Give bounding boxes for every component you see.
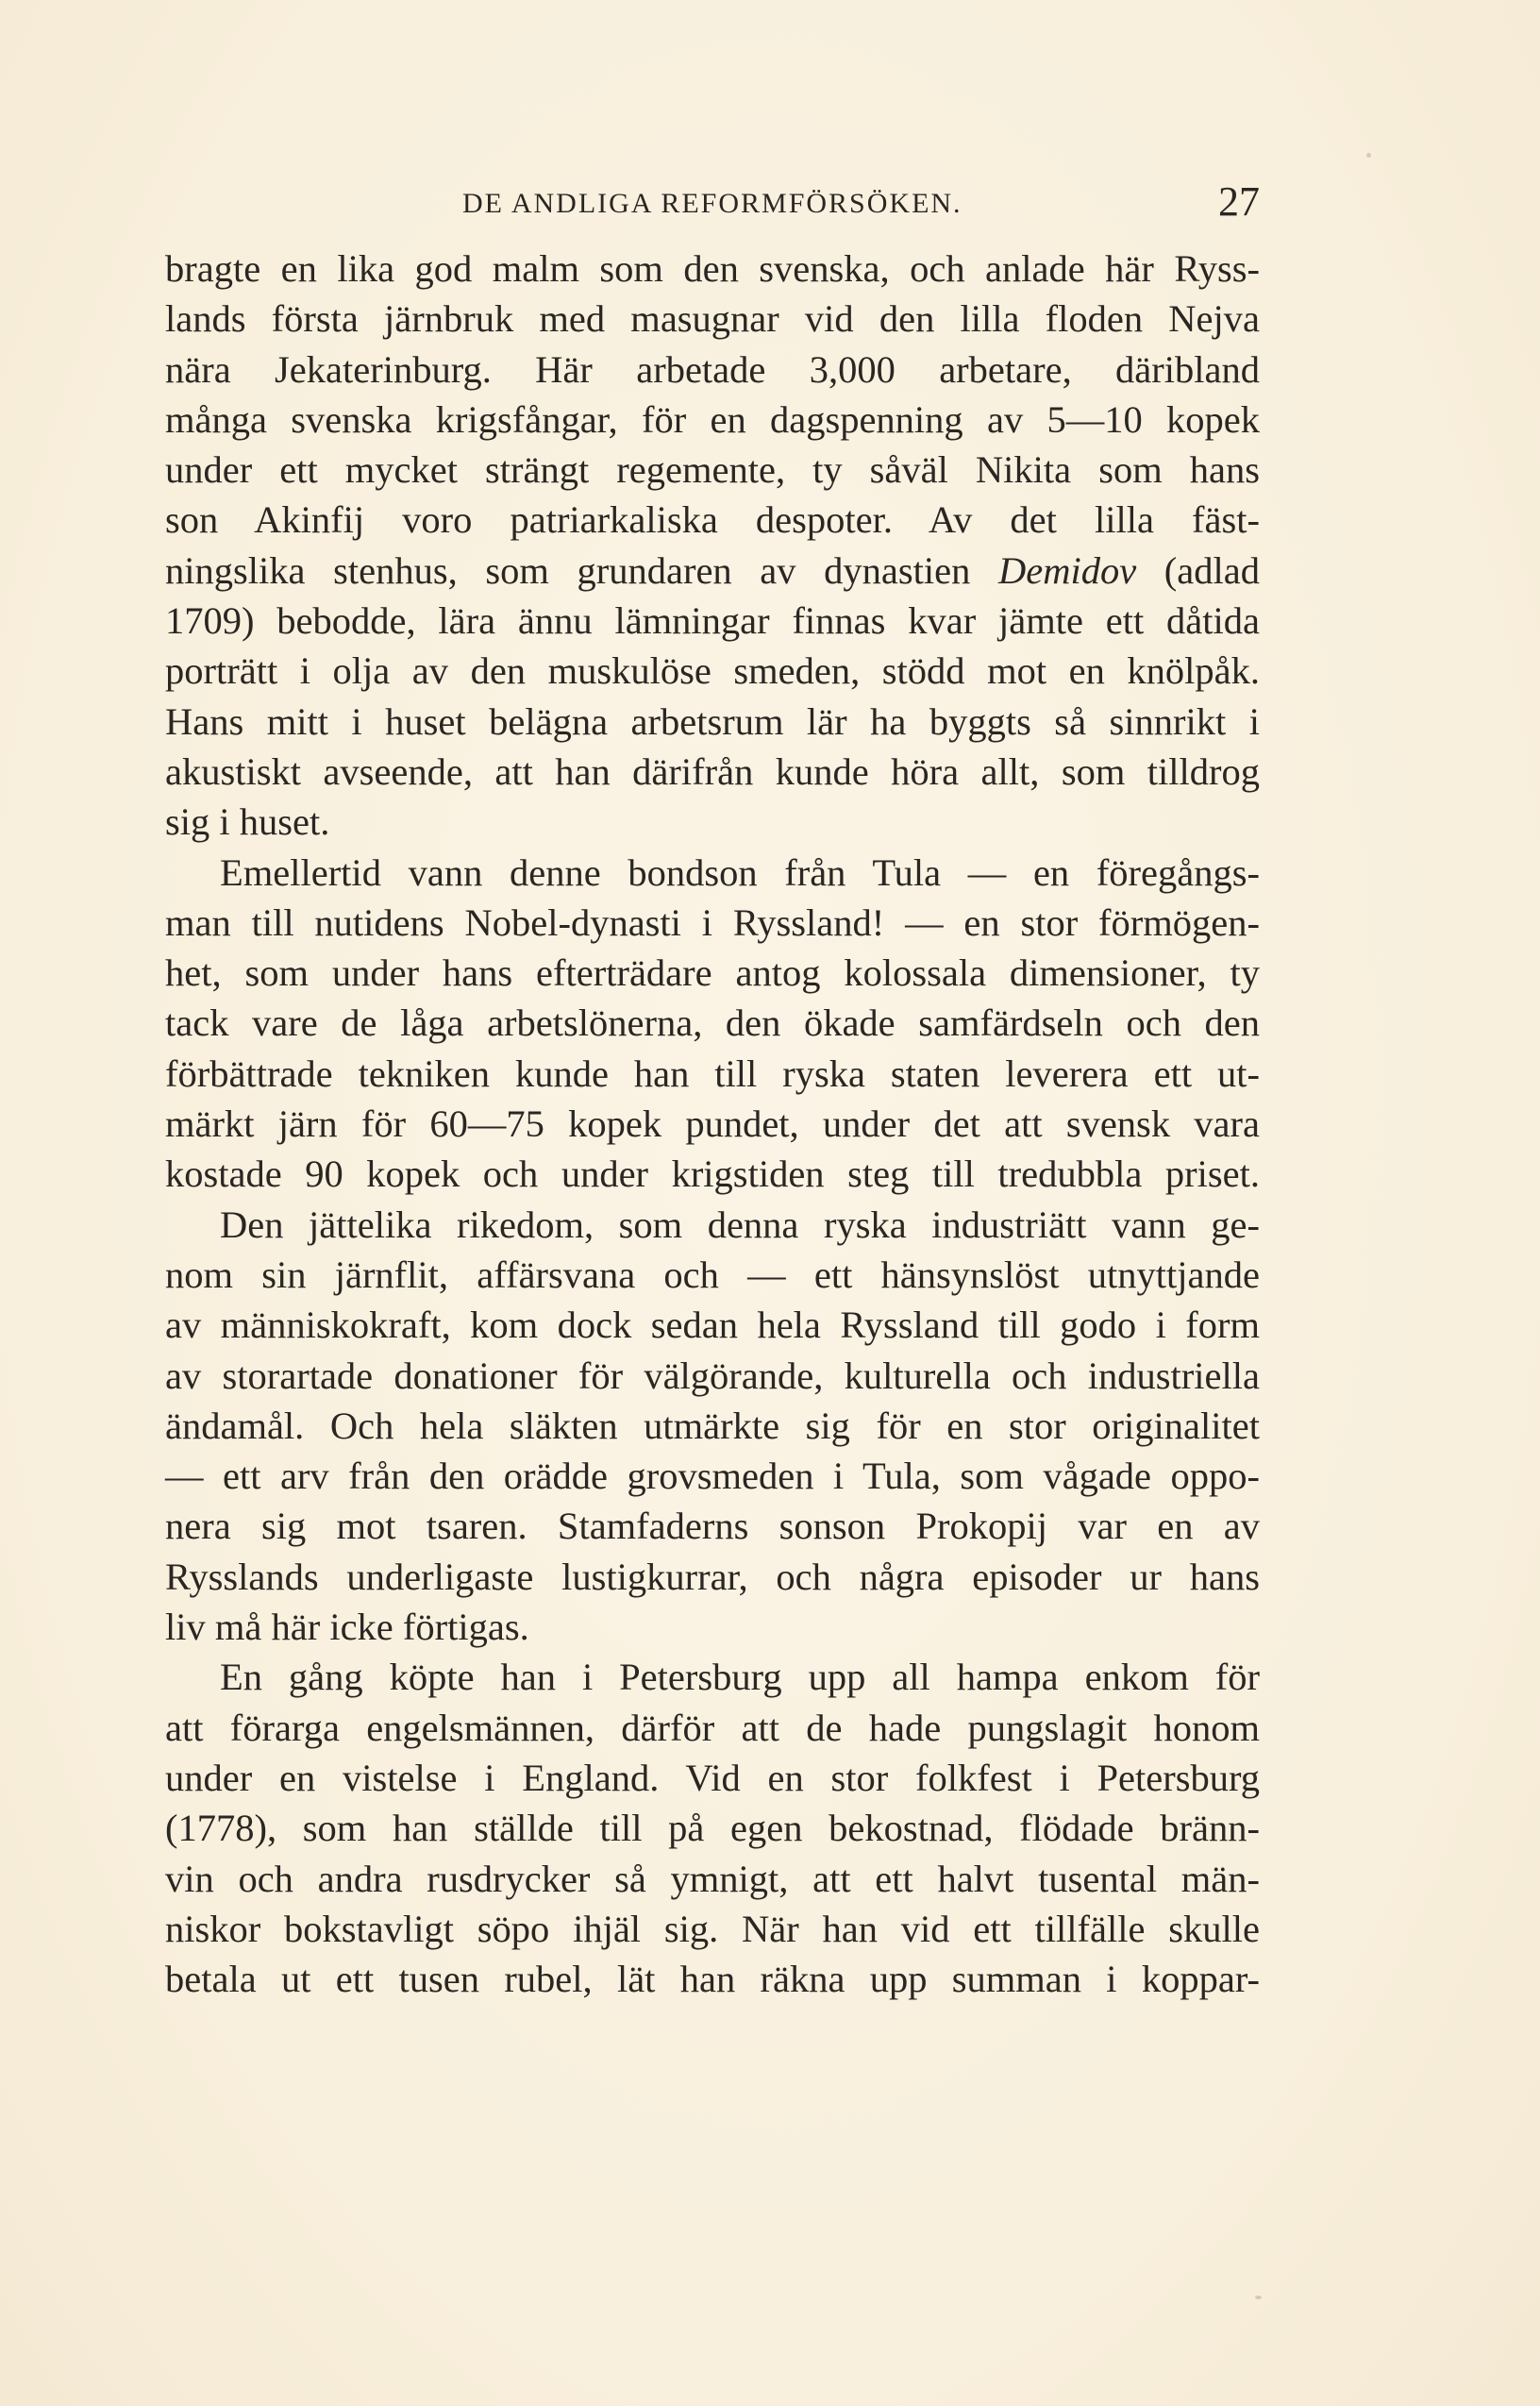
text-line: niskor bokstavligt söpo ihjäl sig. När han vid ett tillfälle skulle (165, 1907, 1260, 1950)
text-line: vin och andra rusdrycker så ymnigt, att ett halvt tusental män- (165, 1857, 1260, 1900)
running-head (165, 178, 1260, 227)
text-line: son Akinfij voro patriarkaliska despoter. Av det lilla fäst- (165, 498, 1260, 542)
text-line: Den jättelika rikedom, som denna ryska industriätt vann ge- (220, 1203, 1260, 1246)
text-line: akustiskt avseende, att han därifrån kunde höra allt, som tilldrog (165, 749, 1260, 793)
text-line: lands första järnbruk med masugnar vid den lilla floden Nejva (165, 297, 1260, 341)
text-line (165, 546, 1260, 596)
text-line: Rysslands underligaste lustigkurrar, och några episoder ur hans (165, 1555, 1260, 1598)
text-line: het, som under hans efterträdare antog kolossala dimensioner, ty (165, 951, 1260, 995)
text-line: under ett mycket strängt regemente, ty såväl Nikita som hans (165, 448, 1260, 492)
page-number: 27 (1218, 178, 1260, 225)
text-line: 1709) bebodde, lära ännu lämningar finnas kvar jämte ett dåtida (165, 599, 1260, 643)
text-line: av människokraft, kom dock sedan hela Ryssland till godo i form (165, 1304, 1260, 1347)
text-line: nära Jekaterinburg. Här arbetade 3,000 arbetare, däribland (165, 347, 1260, 391)
text-line: många svenska krigsfångar, för en dagspenning av 5—10 kopek (165, 397, 1260, 441)
text-line: bragte en lika god malm som den svenska, och anlade här Ryss- (165, 247, 1260, 290)
text-line: nera sig mot tsaren. Stamfaderns sonson Prokopij var en av (165, 1505, 1260, 1548)
text-line: förbättrade tekniken kunde han till ryska staten leverera ett ut- (165, 1052, 1260, 1095)
text-span: (adlad (1136, 548, 1260, 592)
text-line: betala ut ett tusen rubel, lät han räkna upp summan i koppar- (165, 1958, 1260, 2001)
text-line: man till nutidens Nobel-dynasti i Ryssland! — en stor förmögen- (165, 900, 1260, 944)
text-line: kostade 90 kopek och under krigstiden steg till tredubbla priset. (165, 1153, 1260, 1196)
text-span: ningslika stenhus, som grundaren av dynastien (165, 548, 998, 592)
text-line: liv må här icke förtigas. (165, 1606, 529, 1649)
body-text (165, 244, 1260, 2004)
text-line: sig i huset. (165, 800, 330, 844)
paper-speck (1366, 153, 1371, 158)
text-line: En gång köpte han i Petersburg upp all hampa enkom för (220, 1656, 1260, 1699)
text-line: (1778), som han ställde till på egen bekostnad, flödade bränn- (165, 1807, 1260, 1850)
text-line: Hans mitt i huset belägna arbetsrum lär ha byggts så sinnrikt i (165, 699, 1260, 743)
text-line: porträtt i olja av den muskulöse smeden, stödd mot en knölpåk. (165, 649, 1260, 693)
text-line: ändamål. Och hela släkten utmärkte sig för en stor originalitet (165, 1404, 1260, 1447)
text-line: tack vare de låga arbetslönerna, den ökade samfärdseln och den (165, 1001, 1260, 1045)
text-line: att förarga engelsmännen, därför att de hade pungslagit honom (165, 1706, 1260, 1749)
italic-name: Demidov (997, 548, 1137, 592)
text-line: — ett arv från den orädde grovsmeden i Tula, som vågade oppo- (165, 1455, 1260, 1498)
text-line: under en vistelse i England. Vid en stor folkfest i Petersburg (165, 1756, 1260, 1799)
text-line: av storartade donationer för välgörande, kulturella och industriella (165, 1354, 1260, 1397)
text-line: Emellertid vann denne bondson från Tula — en föregångs- (220, 850, 1260, 894)
text-line: märkt järn för 60—75 kopek pundet, under det att svensk vara (165, 1102, 1260, 1146)
paper-speck (1255, 2296, 1262, 2299)
running-title: DE ANDLIGA REFORMFÖRSÖKEN. (462, 188, 962, 219)
text-line: nom sin järnflit, affärsvana och — ett hänsynslöst utnyttjande (165, 1253, 1260, 1296)
